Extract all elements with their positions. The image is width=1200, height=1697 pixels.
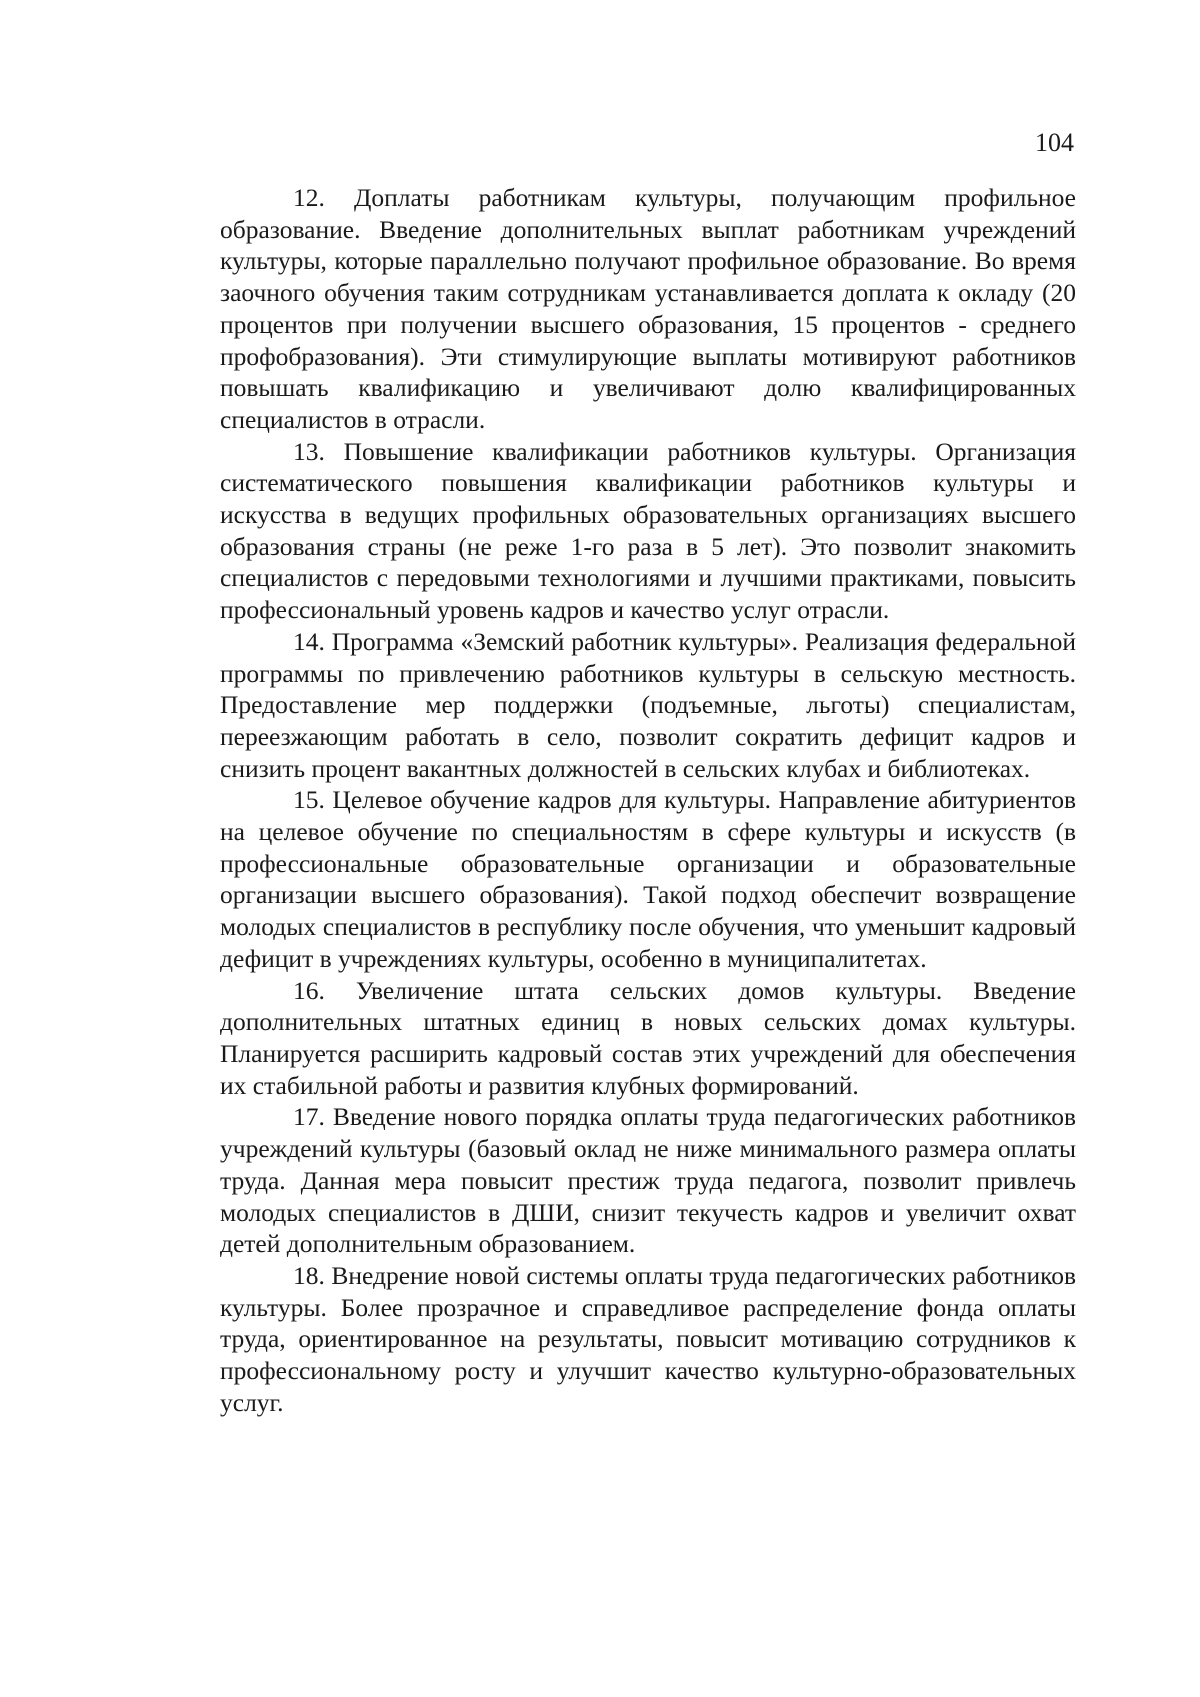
paragraph-item-17: 17. Введение нового порядка оплаты труда педагогических работников учреждений культуры (базовый оклад не ниже минимального размера оплаты труда. Данная мера повысит престиж труда педагога, позволит привлечь молодых специалистов в ДШИ, снизит текучесть кадров и увеличит охват детей дополнительным образованием. xyxy=(220,1102,1076,1259)
paragraph-item-16: 16. Увеличение штата сельских домов культуры. Введение дополнительных штатных единиц в новых сельских домах культуры. Планируется расширить кадровый состав этих учреждений для обеспечения их стабильной работы и развития клубных формирований. xyxy=(220,975,1076,1100)
paragraph-item-14: 14. Программа «Земский работник культуры». Реализация федеральной программы по привлечению работников культуры в сельскую местность. Предоставление мер поддержки (подъемные, льготы) специалистам, переезжающим работать в село, позволит сократить дефицит кадров и снизить процент вакантных должностей в сельских клубах и библиотеках. xyxy=(220,626,1076,783)
paragraph-item-18: 18. Внедрение новой системы оплаты труда педагогических работников культуры. Более прозрачное и справедливое распределение фонда оплаты труда, ориентированное на результаты, повысит мотивацию сотрудников к профессиональному росту и улучшит качество культурно-образовательных услуг. xyxy=(220,1260,1076,1417)
paragraph-item-15: 15. Целевое обучение кадров для культуры. Направление абитуриентов на целевое обучение по специальностям в сфере культуры и искусств (в профессиональные образовательные организации и образовательные организации высшего образования). Такой подход обеспечит возвращение молодых специалистов в республику после обучения, что уменьшит кадровый дефицит в учреждениях культуры, особенно в муниципалитетах. xyxy=(220,785,1076,973)
paragraph-item-13: 13. Повышение квалификации работников культуры. Организация систематического повышения квалификации работников культуры и искусства в ведущих профильных образовательных организациях высшего образования страны (не реже 1-го раза в 5 лет). Это позволит знакомить специалистов с передовыми технологиями и лучшими практиками, повысить профессиональный уровень кадров и качество услуг отрасли. xyxy=(220,436,1076,625)
page-number: 104 xyxy=(1035,128,1074,157)
paragraph-item-12: 12. Доплаты работникам культуры, получающим профильное образование. Введение дополнительных выплат работникам учреждений культуры, которые параллельно получают профильное образование. Во время заочного обучения таким сотрудникам устанавливается доплата к окладу (20 процентов при получении высшего образования, 15 процентов - среднего профобразования). Эти стимулирующие выплаты мотивируют работников повышать квалификацию и увеличивают долю квалифицированных специалистов в отрасли. xyxy=(220,183,1076,434)
document-body xyxy=(220,182,1076,1418)
